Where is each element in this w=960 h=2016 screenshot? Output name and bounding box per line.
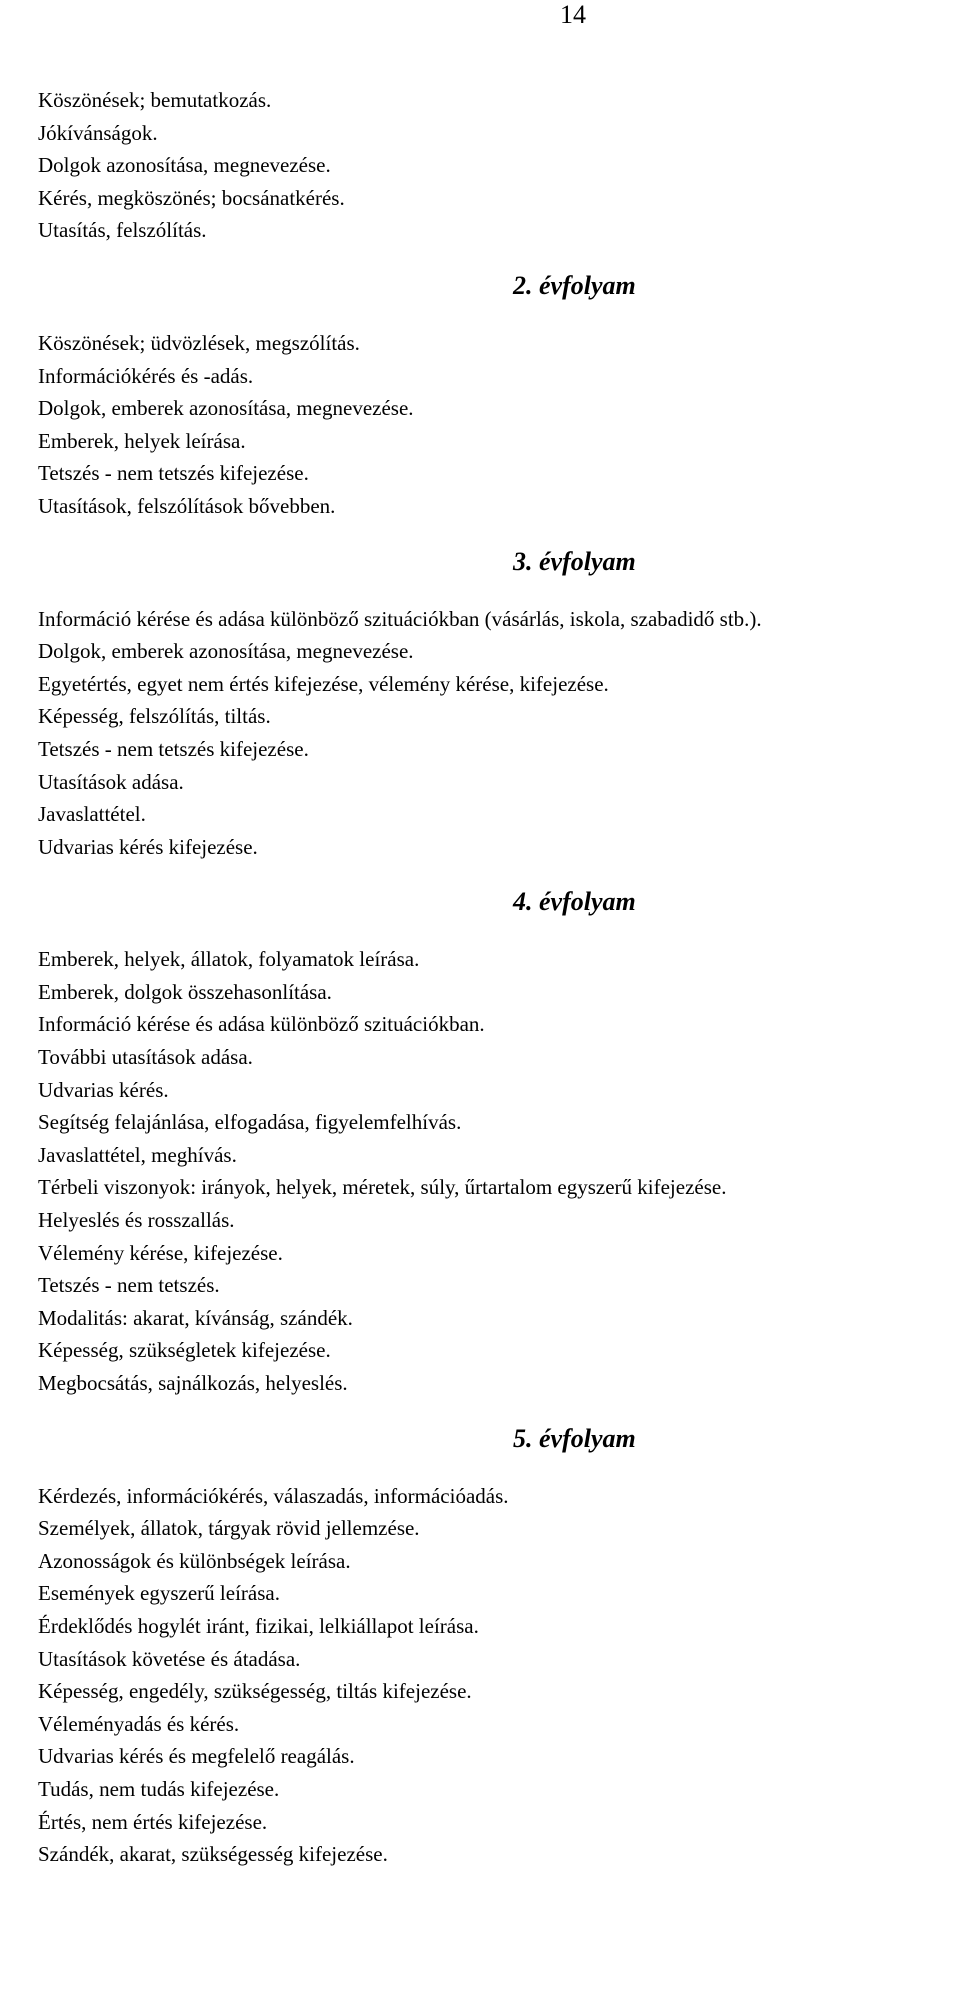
list-item: Személyek, állatok, tárgyak rövid jellemzése. bbox=[38, 1516, 420, 1541]
list-item: Információ kérése és adása különböző szituációkban (vásárlás, iskola, szabadidő stb.). bbox=[38, 606, 762, 631]
list-item: Tetszés - nem tetszés kifejezése. bbox=[38, 461, 309, 486]
list-item: Véleményadás és kérés. bbox=[38, 1711, 240, 1736]
list-item: Események egyszerű leírása. bbox=[38, 1581, 280, 1606]
list-item: Helyeslés és rosszallás. bbox=[38, 1208, 235, 1233]
grade-heading: 3. évfolyam bbox=[513, 546, 636, 576]
list-item: Értés, nem értés kifejezése. bbox=[38, 1809, 268, 1834]
list-item: Vélemény kérése, kifejezése. bbox=[38, 1240, 283, 1265]
list-item: Képesség, szükségletek kifejezése. bbox=[38, 1338, 331, 1363]
list-item: Javaslattétel. bbox=[38, 802, 146, 827]
list-item: Jókívánságok. bbox=[38, 120, 158, 145]
grade-heading: 5. évfolyam bbox=[513, 1423, 636, 1453]
list-item: Emberek, helyek leírása. bbox=[38, 428, 246, 453]
list-item: Dolgok, emberek azonosítása, megnevezése. bbox=[38, 639, 414, 664]
list-item: Kérés, megköszönés; bocsánatkérés. bbox=[38, 185, 345, 210]
list-item: Képesség, engedély, szükségesség, tiltás kifejezése. bbox=[38, 1679, 472, 1704]
intro-section bbox=[38, 84, 938, 247]
list-item: Utasítások követése és átadása. bbox=[38, 1646, 301, 1671]
grade-heading: 4. évfolyam bbox=[513, 887, 636, 917]
list-item: Modalitás: akarat, kívánság, szándék. bbox=[38, 1305, 353, 1330]
list-item: Emberek, dolgok összehasonlítása. bbox=[38, 979, 332, 1004]
list-item: Megbocsátás, sajnálkozás, helyeslés. bbox=[38, 1371, 348, 1395]
list-item: Kérdezés, információkérés, válaszadás, információadás. bbox=[38, 1483, 509, 1508]
list-item: Tetszés - nem tetszés kifejezése. bbox=[38, 736, 309, 761]
list-item: Érdeklődés hogylét iránt, fizikai, lelkiállapot leírása. bbox=[38, 1613, 479, 1638]
list-item: Köszönések; bemutatkozás. bbox=[38, 88, 272, 112]
list-item: Információkérés és -adás. bbox=[38, 363, 254, 388]
list-item: Szándék, akarat, szükségesség kifejezése. bbox=[38, 1842, 388, 1867]
list-item: Utasítások, felszólítások bővebben. bbox=[38, 493, 336, 518]
list-item: Tetszés - nem tetszés. bbox=[38, 1273, 220, 1298]
list-item: Térbeli viszonyok: irányok, helyek, méretek, súly, űrtartalom egyszerű kifejezése. bbox=[38, 1175, 727, 1200]
grade-section bbox=[38, 265, 938, 523]
list-item: Képesség, felszólítás, tiltás. bbox=[38, 704, 271, 729]
list-item: Utasítások adása. bbox=[38, 769, 184, 794]
list-item: Segítség felajánlása, elfogadása, figyelemfelhívás. bbox=[38, 1110, 462, 1135]
list-item: Javaslattétel, meghívás. bbox=[38, 1142, 237, 1167]
list-item: Köszönések; üdvözlések, megszólítás. bbox=[38, 330, 360, 355]
page-number: 14 bbox=[560, 0, 586, 29]
list-item: Udvarias kérés. bbox=[38, 1077, 169, 1102]
list-item: Udvarias kérés és megfelelő reagálás. bbox=[38, 1744, 355, 1769]
list-item: Egyetértés, egyet nem értés kifejezése, vélemény kérése, kifejezése. bbox=[38, 671, 609, 696]
list-item: Azonosságok és különbségek leírása. bbox=[38, 1548, 351, 1573]
grade-section bbox=[38, 541, 938, 864]
document-content bbox=[38, 84, 938, 1871]
list-item: Emberek, helyek, állatok, folyamatok leírása. bbox=[38, 947, 420, 972]
grade-section bbox=[38, 1418, 938, 1871]
list-item: További utasítások adása. bbox=[38, 1045, 253, 1070]
grade-section bbox=[38, 881, 938, 1399]
list-item: Dolgok azonosítása, megnevezése. bbox=[38, 153, 331, 178]
list-item: Tudás, nem tudás kifejezése. bbox=[38, 1776, 280, 1801]
list-item: Dolgok, emberek azonosítása, megnevezése. bbox=[38, 396, 414, 421]
grades-container bbox=[38, 265, 938, 1871]
list-item: Információ kérése és adása különböző szituációkban. bbox=[38, 1012, 485, 1037]
grade-heading: 2. évfolyam bbox=[513, 270, 636, 300]
list-item: Utasítás, felszólítás. bbox=[38, 218, 207, 243]
list-item: Udvarias kérés kifejezése. bbox=[38, 834, 258, 859]
